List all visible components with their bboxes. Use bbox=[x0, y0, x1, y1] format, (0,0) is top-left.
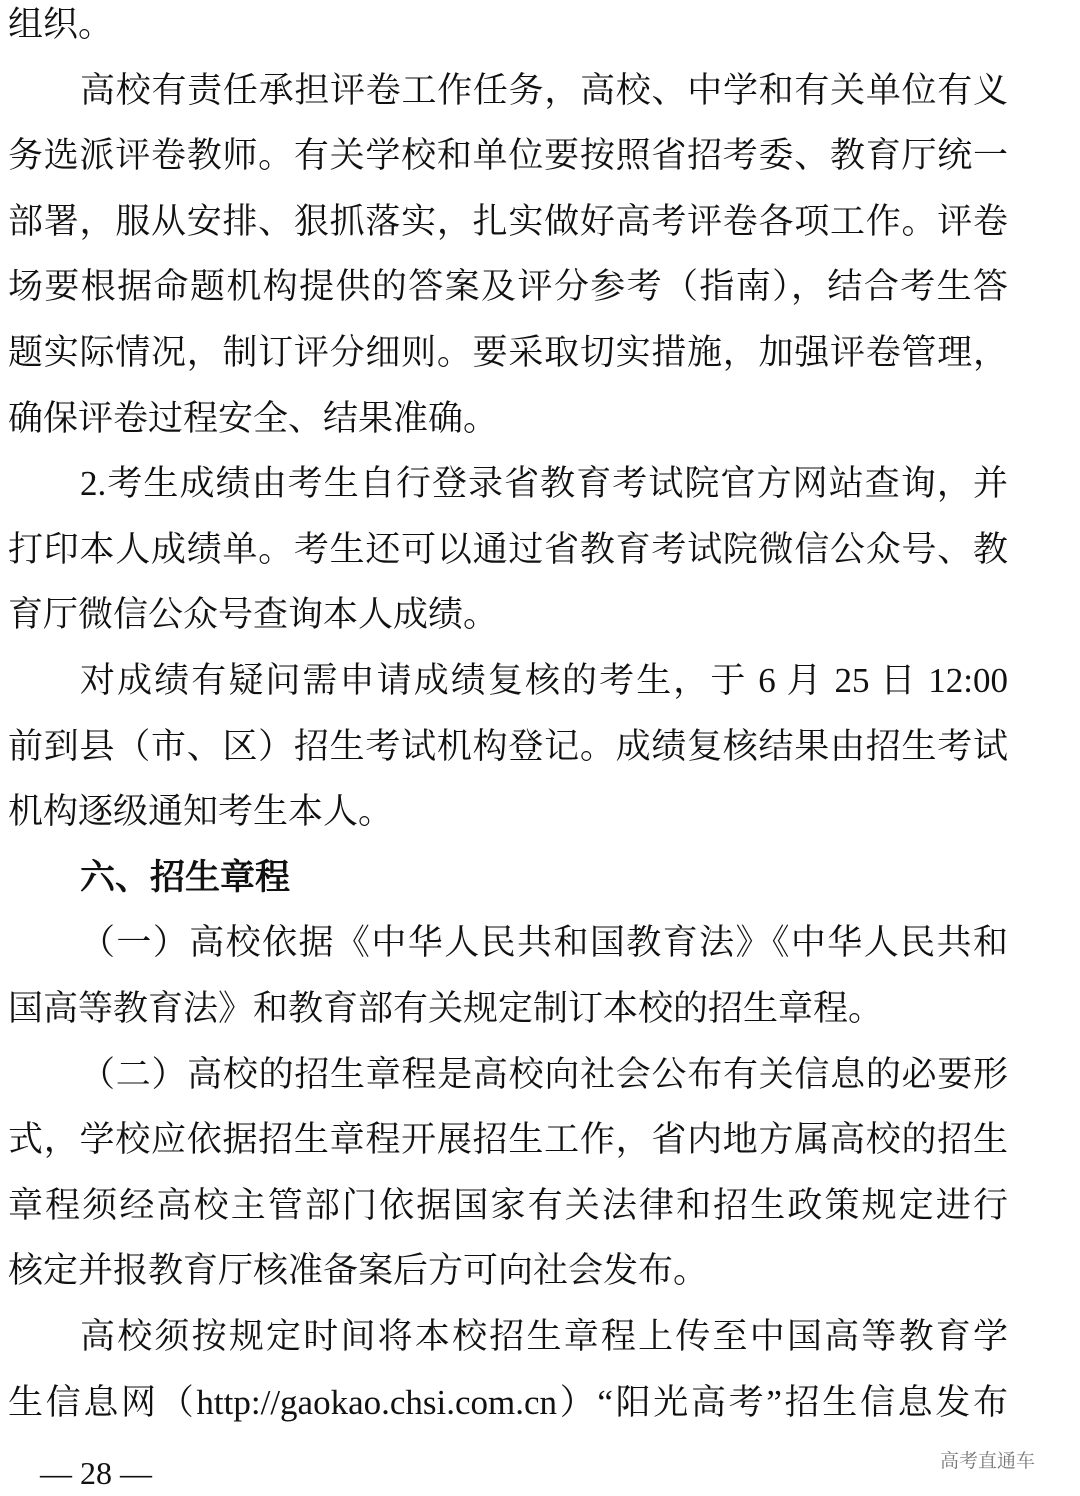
text-line: 核定并报教育厅核准备案后方可向社会发布。 bbox=[8, 1251, 709, 1291]
text-line: 2.考生成绩由考生自行登录省教育考试院官方网站查询，并 bbox=[80, 464, 1008, 504]
text-line: 确保评卷过程安全、结果准确。 bbox=[8, 398, 499, 438]
text-line: 场要根据命题机构提供的答案及评分参考（指南），结合考生答 bbox=[8, 267, 1008, 307]
text-line: （二）高校的招生章程是高校向社会公布有关信息的必要形 bbox=[80, 1054, 1008, 1094]
page-number: — 28 — bbox=[40, 1455, 152, 1491]
text-line: 生信息网（http://gaokao.chsi.com.cn）“阳光高考”招生信息发布 bbox=[8, 1382, 1008, 1422]
section-heading: 六、招生章程 bbox=[80, 857, 291, 897]
text-line: （一）高校依据《中华人民共和国教育法》《中华人民共和 bbox=[80, 923, 1008, 963]
text-line: 前到县（市、区）招生考试机构登记。成绩复核结果由招生考试 bbox=[8, 726, 1008, 766]
text-line: 机构逐级通知考生本人。 bbox=[8, 792, 394, 832]
text-line: 高校须按规定时间将本校招生章程上传至中国高等教育学 bbox=[80, 1317, 1008, 1356]
text-line: 育厅微信公众号查询本人成绩。 bbox=[8, 595, 499, 635]
text-line: 章程须经高校主管部门依据国家有关法律和招生政策规定进行 bbox=[8, 1185, 1008, 1225]
text-line: 式，学校应依据招生章程开展招生工作，省内地方属高校的招生 bbox=[8, 1120, 1008, 1160]
text-line: 高校有责任承担评卷工作任务，高校、中学和有关单位有义 bbox=[80, 70, 1008, 110]
text-line: 题实际情况，制订评分细则。要采取切实措施，加强评卷管理， bbox=[8, 333, 1008, 372]
text-line: 对成绩有疑问需申请成绩复核的考生，于 6 月 25 日 12:00 bbox=[80, 661, 1008, 700]
text-line: 务选派评卷教师。有关学校和单位要按照省招考委、教育厅统一 bbox=[8, 136, 1008, 176]
text-line: 部署，服从安排、狠抓落实，扎实做好高考评卷各项工作。评卷 bbox=[8, 201, 1008, 241]
text-line: 国高等教育法》和教育部有关规定制订本校的招生章程。 bbox=[8, 989, 884, 1028]
text-line: 组织。 bbox=[8, 5, 114, 44]
watermark: 高考直通车 bbox=[940, 1450, 1036, 1472]
text-line: 打印本人成绩单。考生还可以通过省教育考试院微信公众号、教 bbox=[8, 529, 1008, 569]
